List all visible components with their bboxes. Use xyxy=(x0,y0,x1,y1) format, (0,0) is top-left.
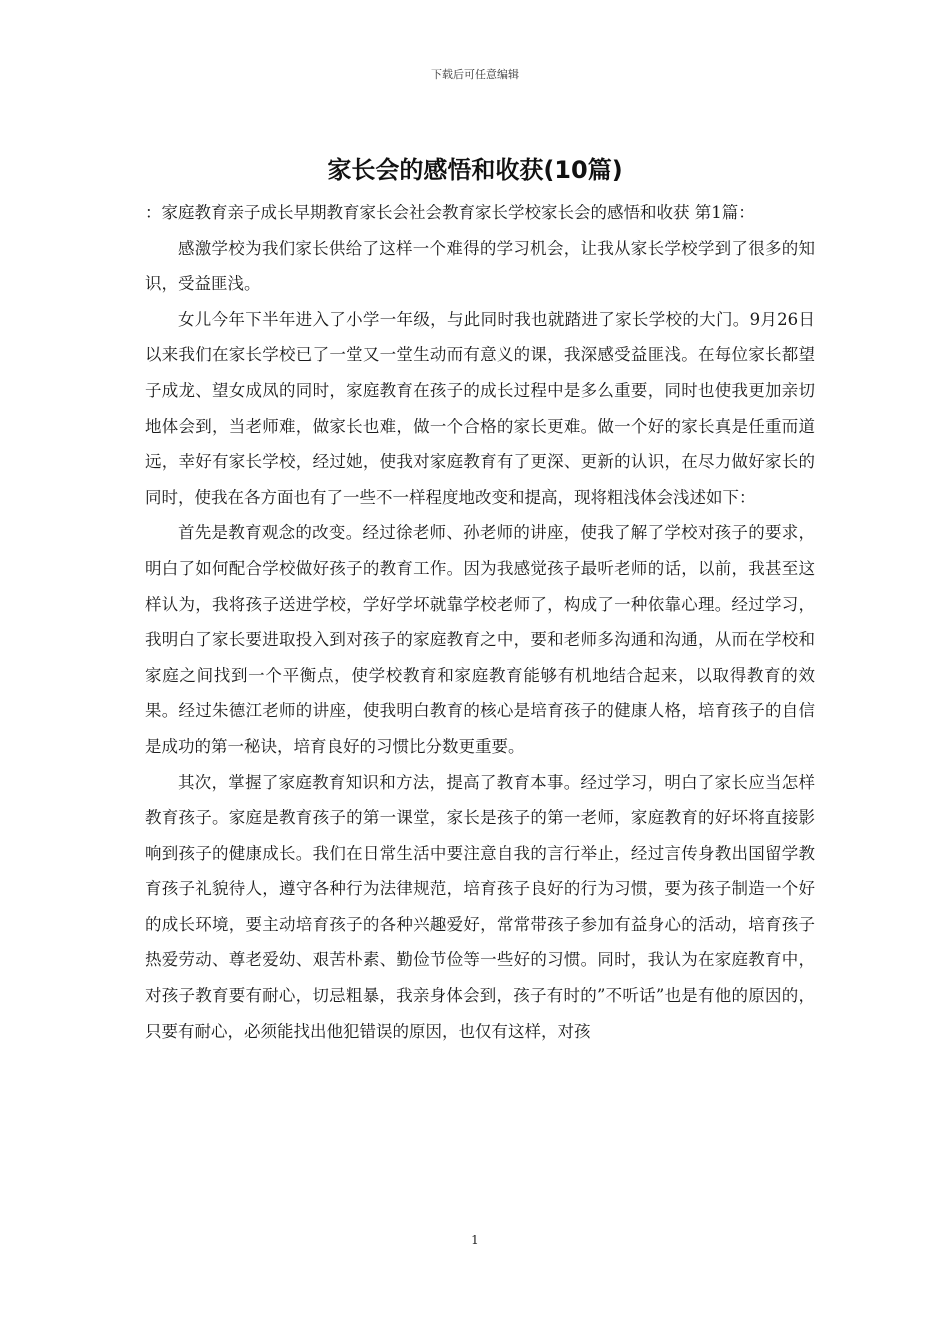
document-title: 家长会的感悟和收获(10篇) xyxy=(327,156,623,184)
document-body xyxy=(145,195,815,1049)
paragraph: 女儿今年下半年进入了小学一年级，与此同时我也就踏进了家长学校的大门。9月26日以来我们在家长学校已了一堂又一堂生动而有意义的课，我深感受益匪浅。在每位家长都望子成龙、望女成凤的同时，家庭教育在孩子的成长过程中是多么重要，同时也使我更加亲切地体会到，当老师难，做家长也难，做一个合格的家长更难。做一个好的家长真是任重而道远，幸好有家长学校，经过她，使我对家庭教育有了更深、更新的认识，在尽力做好家长的同时，使我在各方面也有了一些不一样程度地改变和提高，现将粗浅体会浅述如下： xyxy=(145,309,815,507)
paragraph: 感激学校为我们家长供给了这样一个难得的学习机会，让我从家长学校学到了很多的知识，受益匪浅。 xyxy=(145,238,815,294)
paragraph: 首先是教育观念的改变。经过徐老师、孙老师的讲座，使我了解了学校对孩子的要求，明白了如何配合学校做好孩子的教育工作。因为我感觉孩子最听老师的话，以前，我甚至这样认为，我将孩子送进学校，学好学坏就靠学校老师了，构成了一种依靠心理。经过学习，我明白了家长要进取投入到对孩子的家庭教育之中，要和老师多沟通和沟通，从而在学校和家庭之间找到一个平衡点，使学校教育和家庭教育能够有机地结合起来，以取得教育的效果。经过朱德江老师的讲座，使我明白教育的核心是培育孩子的健康人格，培育孩子的自信是成功的第一秘诀，培育良好的习惯比分数更重要。 xyxy=(145,523,815,756)
page-number: 1 xyxy=(471,1233,479,1247)
paragraph-keywords: ：家庭教育亲子成长早期教育家长会社会教育家长学校家长会的感悟和收获 第1篇： xyxy=(145,203,755,222)
paragraph: 其次，掌握了家庭教育知识和方法，提高了教育本事。经过学习，明白了家长应当怎样教育孩子。家庭是教育孩子的第一课堂，家长是孩子的第一老师，家庭教育的好坏将直接影响到孩子的健康成长。我们在日常生活中要注意自我的言行举止，经过言传身教出国留学教育孩子礼貌待人，遵守各种行为法律规范，培育孩子良好的行为习惯，要为孩子制造一个好的成长环境，要主动培育孩子的各种兴趣爱好，常常带孩子参加有益身心的活动，培育孩子热爱劳动、尊老爱幼、艰苦朴素、勤俭节俭等一些好的习惯。同时，我认为在家庭教育中，对孩子教育要有耐心，切忌粗暴，我亲身体会到，孩子有时的”不听话”也是有他的原因的，只要有耐心，必须能找出他犯错误的原因，也仅有这样，对孩 xyxy=(145,772,815,1041)
header-note: 下载后可任意编辑 xyxy=(431,68,519,81)
